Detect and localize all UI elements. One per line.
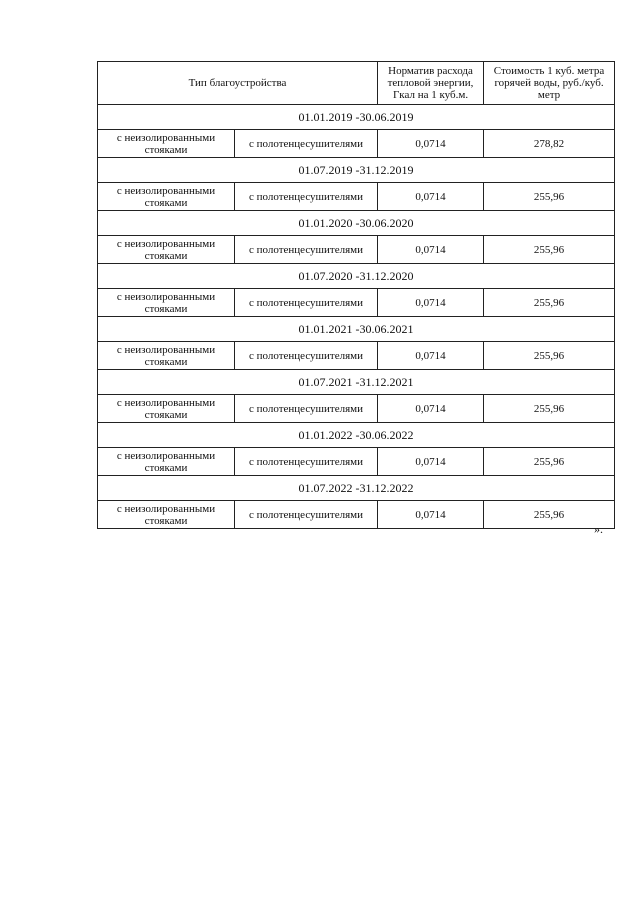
norm-value-cell: 0,0714 bbox=[378, 130, 484, 158]
cost-value-cell: 255,96 bbox=[484, 395, 615, 423]
period-row bbox=[98, 158, 615, 183]
header-norm: Норматив расхода тепловой энергии, Гкал на 1 куб.м. bbox=[378, 62, 484, 105]
table-row bbox=[98, 395, 615, 423]
header-cost: Стоимость 1 куб. метра горячей воды, руб./куб. метр bbox=[484, 62, 615, 105]
norm-value-cell: 0,0714 bbox=[378, 236, 484, 264]
table-row bbox=[98, 501, 615, 529]
riser-type-cell: с неизолированными стояками bbox=[98, 342, 235, 370]
period-row bbox=[98, 264, 615, 289]
riser-type-cell: с неизолированными стояками bbox=[98, 236, 235, 264]
table-row bbox=[98, 130, 615, 158]
norm-value-cell: 0,0714 bbox=[378, 395, 484, 423]
table-row bbox=[98, 448, 615, 476]
norm-value-cell: 0,0714 bbox=[378, 448, 484, 476]
riser-type-cell: с неизолированными стояками bbox=[98, 501, 235, 529]
norm-value-cell: 0,0714 bbox=[378, 342, 484, 370]
period-label: 01.01.2022 -30.06.2022 bbox=[98, 423, 615, 448]
towel-dryer-cell: с полотенцесушителями bbox=[235, 236, 378, 264]
period-label: 01.01.2020 -30.06.2020 bbox=[98, 211, 615, 236]
period-label: 01.07.2020 -31.12.2020 bbox=[98, 264, 615, 289]
period-row bbox=[98, 105, 615, 130]
header-type: Тип благоустройства bbox=[98, 62, 378, 105]
cost-value-cell: 255,96 bbox=[484, 501, 615, 529]
cost-value-cell: 278,82 bbox=[484, 130, 615, 158]
norm-value-cell: 0,0714 bbox=[378, 183, 484, 211]
table-row bbox=[98, 236, 615, 264]
table-row bbox=[98, 183, 615, 211]
riser-type-cell: с неизолированными стояками bbox=[98, 130, 235, 158]
norm-value-cell: 0,0714 bbox=[378, 289, 484, 317]
cost-value-cell: 255,96 bbox=[484, 289, 615, 317]
cost-value-cell: 255,96 bbox=[484, 183, 615, 211]
period-label: 01.07.2019 -31.12.2019 bbox=[98, 158, 615, 183]
riser-type-cell: с неизолированными стояками bbox=[98, 289, 235, 317]
norm-value-cell: 0,0714 bbox=[378, 501, 484, 529]
closing-quote: ». bbox=[594, 522, 603, 536]
table-row bbox=[98, 342, 615, 370]
cost-value-cell: 255,96 bbox=[484, 236, 615, 264]
towel-dryer-cell: с полотенцесушителями bbox=[235, 395, 378, 423]
period-row bbox=[98, 423, 615, 448]
table-row bbox=[98, 289, 615, 317]
towel-dryer-cell: с полотенцесушителями bbox=[235, 342, 378, 370]
towel-dryer-cell: с полотенцесушителями bbox=[235, 501, 378, 529]
towel-dryer-cell: с полотенцесушителями bbox=[235, 289, 378, 317]
period-row bbox=[98, 211, 615, 236]
period-row bbox=[98, 317, 615, 342]
cost-value-cell: 255,96 bbox=[484, 448, 615, 476]
riser-type-cell: с неизолированными стояками bbox=[98, 448, 235, 476]
period-label: 01.01.2019 -30.06.2019 bbox=[98, 105, 615, 130]
cost-value-cell: 255,96 bbox=[484, 342, 615, 370]
period-label: 01.07.2022 -31.12.2022 bbox=[98, 476, 615, 501]
riser-type-cell: с неизолированными стояками bbox=[98, 183, 235, 211]
period-label: 01.01.2021 -30.06.2021 bbox=[98, 317, 615, 342]
period-row bbox=[98, 370, 615, 395]
towel-dryer-cell: с полотенцесушителями bbox=[235, 448, 378, 476]
period-row bbox=[98, 476, 615, 501]
riser-type-cell: с неизолированными стояками bbox=[98, 395, 235, 423]
period-label: 01.07.2021 -31.12.2021 bbox=[98, 370, 615, 395]
tariff-table bbox=[97, 61, 615, 529]
table-header-row bbox=[98, 62, 615, 105]
towel-dryer-cell: с полотенцесушителями bbox=[235, 130, 378, 158]
towel-dryer-cell: с полотенцесушителями bbox=[235, 183, 378, 211]
